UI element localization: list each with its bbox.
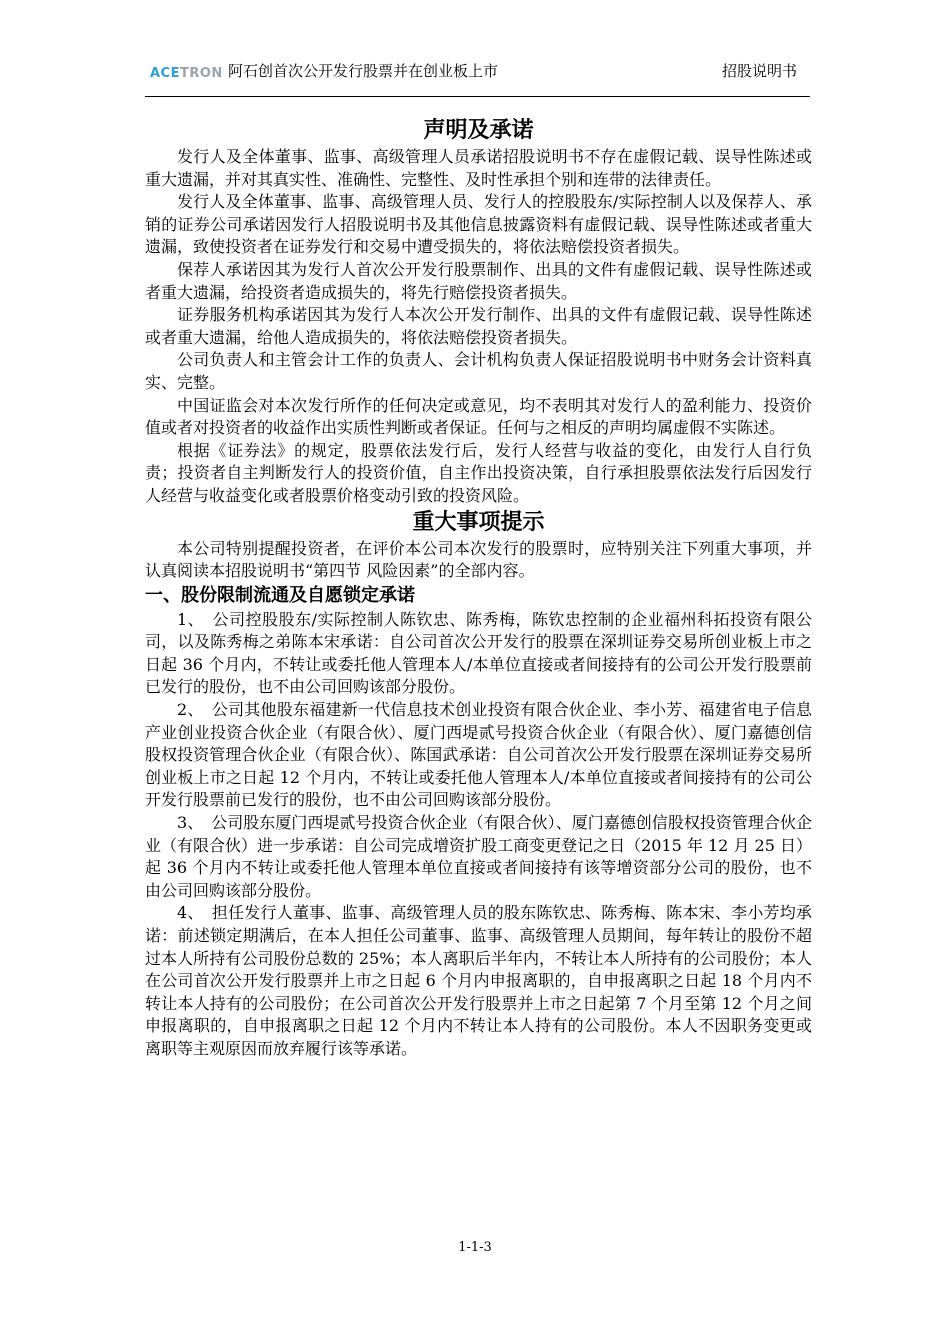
statement-paragraph: 发行人及全体董事、监事、高级管理人员、发行人的控股股东/实际控制人以及保荐人、承销的证券公司承诺因发行人招股说明书及其他信息披露资料有虚假记载、误导性陈述或者重大遗漏，致使投资者在证券发行和交易中遭受损失的，将依法赔偿投资者损失。 — [145, 192, 812, 257]
lockup-subtitle: 一、股份限制流通及自愿锁定承诺 — [145, 584, 415, 606]
statement-paragraph: 根据《证券法》的规定，股票依法发行后，发行人经营与收益的变化，由发行人自行负责；投资者自主判断发行人的投资价值，自主作出投资决策，自行承担股票依法发行后因发行人经营与收益变化或者股票价格变动引致的投资风险。 — [145, 440, 812, 505]
header-doc-type: 招股说明书 — [722, 62, 798, 80]
statement-title: 声明及承诺 — [423, 118, 534, 143]
statement-paragraph: 证券服务机构承诺因其为发行人本次公开发行制作、出具的文件有虚假记载、误导性陈述或者重大遗漏，给他人造成损失的，将依法赔偿投资者损失。 — [145, 305, 812, 347]
acetron-logo: ACETRON — [150, 66, 223, 81]
lockup-item: 4、 担任发行人董事、监事、高级管理人员的股东陈钦忠、陈秀梅、陈本宋、李小芳均承诺：前述锁定期满后，在本人担任公司董事、监事、高级管理人员期间，每年转让的股份不超过本人所持有公司股份总数的 25%；本人离职后半年内，不转让本人所持有的公司股份；本人在公司首次公开发行股票并上市之日起 6 个月内申报离职的，自申报离职之日起 18 个月内不转让本人持有的公司股份；在公司首次公开发行股票并上市之日起第 7 个月至第 12 个月之间申报离职的，自申报离职之日起 12 个月内不转让本人持有的公司股份。本人不因职务变更或离职等主观原因而放弃履行该等承诺。 — [145, 903, 812, 1058]
statement-paragraph: 公司负责人和主管会计工作的负责人、会计机构负责人保证招股说明书中财务会计资料真实、完整。 — [145, 350, 812, 392]
lockup-item: 2、 公司其他股东福建新一代信息技术创业投资有限合伙企业、李小芳、福建省电子信息产业创业投资合伙企业（有限合伙）、厦门西堤贰号投资合伙企业（有限合伙）、厦门嘉德创信股权投资管理合伙企业（有限合伙）、陈国武承诺：自公司首次公开发行股票在深圳证券交易所创业板上市之日起 12 个月内，不转让或委托他人管理本人/本单位直接或者间接持有的公司公开发行股票前已发行的股份，也不由公司回购该部分股份。 — [145, 700, 812, 810]
statement-paragraph: 保荐人承诺因其为发行人首次公开发行股票制作、出具的文件有虚假记载、误导性陈述或者重大遗漏，给投资者造成损失的，将先行赔偿投资者损失。 — [145, 259, 812, 302]
lockup-item: 1、 公司控股股东/实际控制人陈钦忠、陈秀梅，陈钦忠控制的企业福州科拓投资有限公司，以及陈秀梅之弟陈本宋承诺：自公司首次公开发行的股票在深圳证券交易所创业板上市之日起 36 个月内，不转让或委托他人管理本人/本单位直接或者间接持有的公司公开发行股票前已发行的股份，也不由公司回购该部分股份。 — [145, 609, 812, 697]
header-divider — [145, 96, 810, 97]
document-body — [145, 116, 812, 1061]
header-title: 阿石创首次公开发行股票并在创业板上市 — [228, 62, 499, 80]
major-matters-title: 重大事项提示 — [412, 509, 545, 535]
page-number: 1-1-3 — [458, 1240, 492, 1255]
statement-paragraph: 中国证监会对本次发行所作的任何决定或意见，均不表明其对发行人的盈利能力、投资价值或者对投资者的收益作出实质性判断或者保证。任何与之相反的声明均属虚假不实陈述。 — [145, 395, 812, 438]
major-matters-intro: 本公司特别提醒投资者，在评价本公司本次发行的股票时，应特别关注下列重大事项，并认真阅读本招股说明书“第四节 风险因素”的全部内容。 — [145, 538, 812, 581]
lockup-item: 3、 公司股东厦门西堤贰号投资合伙企业（有限合伙）、厦门嘉德创信股权投资管理合伙企业（有限合伙）进一步承诺：自公司完成增资扩股工商变更登记之日（2015 年 12 月 25 日）起 36 个月内不转让或委托他人管理本单位直接或者间接持有该等增资部分公司的股份，也不由公司回购该部分股份。 — [145, 813, 812, 900]
statement-paragraph: 发行人及全体董事、监事、高级管理人员承诺招股说明书不存在虚假记载、误导性陈述或重大遗漏，并对其真实性、准确性、完整性、及时性承担个别和连带的法律责任。 — [145, 147, 812, 189]
